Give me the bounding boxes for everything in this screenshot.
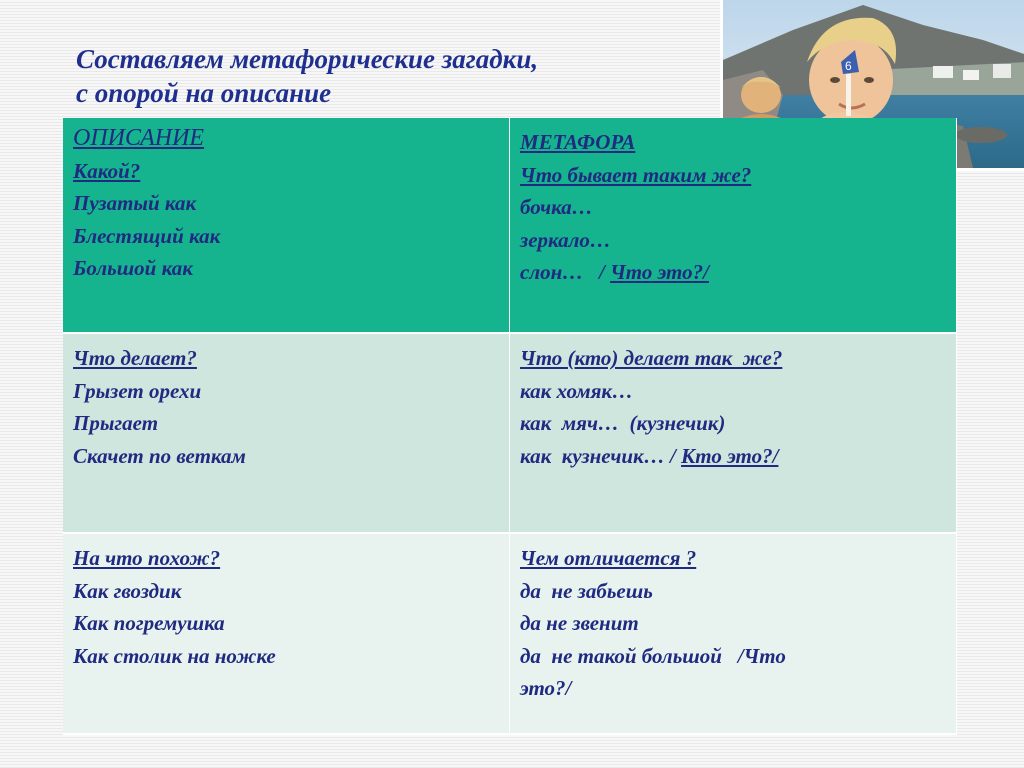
column-heading-metaphor: МЕТАФОРА — [520, 130, 636, 154]
question-how-differs: Чем отличается ? — [520, 546, 697, 570]
cell-similarity — [63, 534, 510, 735]
slide-title — [76, 42, 716, 110]
answer-question-link: Что это?/ — [610, 260, 709, 284]
metaphor-last-prefix: слон… / — [520, 260, 611, 284]
question-what-is-same: Что бывает таким же? — [520, 162, 752, 187]
cell-description-header — [63, 118, 510, 334]
riddle-table — [63, 118, 957, 735]
action-line: Прыгает — [73, 411, 159, 435]
cell-action-metaphors — [510, 334, 957, 534]
answer-question-link: Кто это?/ — [681, 443, 779, 468]
svg-text:6: 6 — [845, 59, 852, 73]
column-heading-description: ОПИСАНИЕ — [73, 125, 205, 151]
similarity-line: Как столик на ножке — [73, 643, 276, 668]
description-line: Большой как — [73, 256, 193, 280]
title-line-2: с опорой на описание — [76, 78, 332, 108]
metaphor-line: зеркало… — [520, 227, 611, 252]
action-line: Грызет орехи — [73, 378, 202, 403]
action-metaphor-line: как мяч… (кузнечик) — [520, 411, 726, 435]
cell-metaphor-header — [510, 118, 957, 334]
similarity-line: Как погремушка — [73, 611, 225, 635]
action-line: Скачет по веткам — [73, 443, 246, 468]
metaphor-line-last — [520, 256, 946, 289]
question-what-does: Что делает? — [73, 346, 197, 370]
difference-line: это?/ — [520, 676, 572, 700]
description-line: Блестящий как — [73, 223, 221, 248]
description-line: Пузатый как — [73, 191, 197, 215]
cell-actions — [63, 334, 510, 534]
question-kakoy: Какой? — [73, 158, 141, 183]
similarity-line: Как гвоздик — [73, 578, 182, 603]
question-what-like: На что похож? — [73, 546, 221, 570]
title-line-1: Составляем метафорические загадки, — [76, 44, 539, 74]
difference-line: да не звенит — [520, 611, 639, 635]
question-who-does-same: Что (кто) делает так же? — [520, 346, 783, 370]
metaphor-line: бочка… — [520, 195, 593, 219]
action-metaphor-line: как хомяк… — [520, 378, 634, 403]
difference-line: да не такой большой /Что — [520, 643, 786, 668]
difference-line: да не забьешь — [520, 578, 653, 603]
action-last-prefix: как кузнечик… / — [520, 443, 682, 468]
action-metaphor-line-last — [520, 440, 946, 473]
cell-differences — [510, 534, 957, 735]
